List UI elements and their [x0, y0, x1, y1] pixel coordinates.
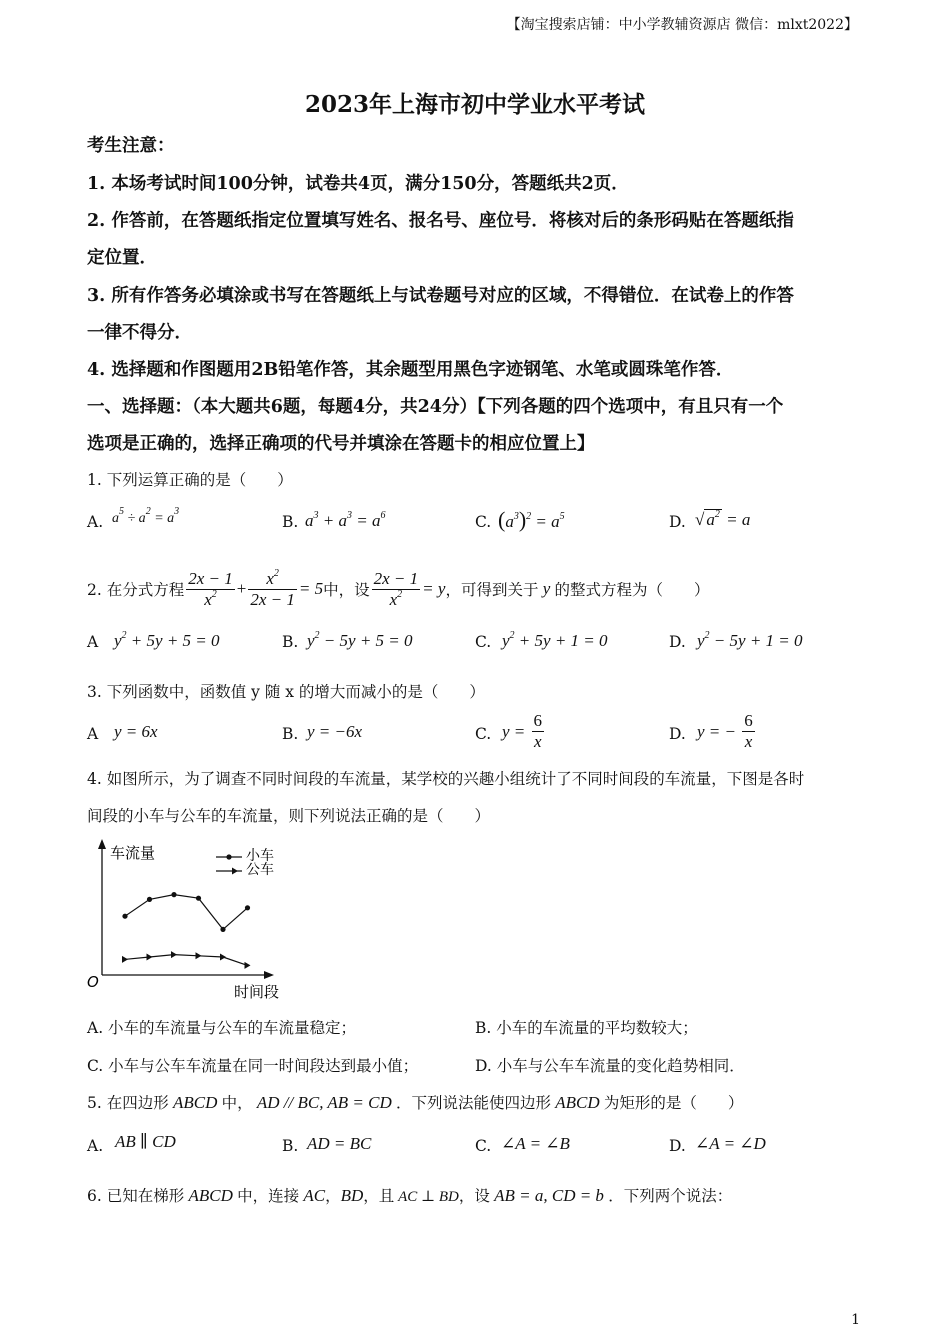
question-3-stem: 3. 下列函数中，函数值 y 随 x 的增大而减小的是（ ） [87, 683, 485, 701]
series-1-point-3 [196, 952, 202, 959]
series-1-point-0 [122, 956, 128, 963]
notice-item-3: 3. 所有作答务必填涂或书写在答题纸上与试卷题号对应的区域，不得错位．在试卷上的作答 [87, 286, 794, 306]
q2-stem-post: ，可得到关于 [445, 581, 539, 599]
q3-option-b-formula: y = −6x [307, 722, 363, 741]
q5-stem-post: ．下列说法能使四边形 [396, 1094, 552, 1112]
q6-stem-pre: 6. 已知在梯形 [87, 1187, 185, 1205]
q5-option-d-formula: ∠A = ∠D [695, 1134, 766, 1153]
q5-option-d-label: D. [669, 1137, 686, 1155]
q3-option-b-label: B. [282, 725, 299, 743]
series-0-point-3 [196, 896, 201, 901]
q3-option-d-formula: y = − $\frac{6}{x}$ [697, 711, 753, 751]
notice-item-3-cont: 一律不得分． [87, 323, 192, 343]
q1-option-a-label: A. [87, 513, 104, 531]
series-1-point-2 [171, 951, 177, 958]
q5-stem-pre: 5. 在四边形 [87, 1094, 169, 1112]
q4-option-b: B. 小车的车流量的平均数较大； [475, 1019, 698, 1037]
legend-bus-label: 公车 [246, 862, 274, 878]
q2-fraction-2: $\frac{x^2}{2x - 1}$ [250, 567, 295, 609]
q2-option-a-formula: $y^2 + 5y + 5 = 0$ [114, 630, 220, 650]
legend-bus-marker [232, 868, 238, 875]
series-line-1 [125, 955, 248, 966]
q6-stem-end: ．下列两个说法： [608, 1187, 733, 1205]
page-title: 2023年上海市初中学业水平考试 [304, 91, 645, 118]
q2-fraction-1: $\frac{2x - 1}{x^2}$ [188, 568, 233, 609]
question-4-stem: 4. 如图所示，为了调查不同时间段的车流量，某学校的兴趣小组统计了不同时间段的车流量，下图是各时 [87, 770, 805, 788]
chart-ylabel: 车流量 [110, 844, 156, 862]
q2-option-b-label: B. [282, 633, 299, 651]
q1-option-d-label: D. [669, 513, 686, 531]
q2-stem-end: 的整式方程为（ ） [554, 581, 710, 599]
traffic-chart [80, 835, 300, 1005]
question-4-stem-cont: 间段的小车与公车的车流量，则下列说法正确的是（ ） [87, 807, 491, 825]
q1-option-d-formula: √ $a^2 = a$ [695, 509, 751, 529]
question-1-stem: 1. 下列运算正确的是（ ） [87, 471, 293, 489]
q2-option-d-formula: $y^2 - 5y + 1 = 0$ [697, 630, 803, 650]
q3-option-c-label: C. [475, 725, 492, 743]
series-0-point-4 [220, 927, 225, 932]
notice-item-2-cont: 定位置． [87, 248, 157, 268]
q4-option-d: D. 小车与公车车流量的变化趋势相同． [475, 1057, 745, 1075]
q3-option-c-formula: y = $\frac{6}{x}$ [502, 711, 543, 751]
q6-stem-and: ，且 [363, 1187, 395, 1205]
notice-heading: 考生注意： [87, 136, 175, 156]
legend-car-label: 小车 [246, 848, 274, 864]
q5-option-b-label: B. [282, 1137, 299, 1155]
q5-option-a-label: A. [87, 1137, 104, 1155]
page-number: 1 [851, 1312, 860, 1328]
q1-option-c-label: C. [475, 513, 492, 531]
q2-stem-pre: 2. 在分式方程 [87, 581, 185, 599]
q2-fraction-3: $\frac{2x - 1}{x^2}$ [373, 568, 419, 609]
q2-option-c-formula: $y^2 + 5y + 1 = 0$ [502, 630, 608, 650]
chart-origin: O [87, 973, 99, 991]
chart-xlabel: 时间段 [234, 983, 280, 1001]
series-0-point-2 [171, 892, 176, 897]
q5-stem-mid: 中， [221, 1094, 253, 1112]
q4-option-a: A. 小车的车流量与公车的车流量稳定； [87, 1019, 357, 1037]
q5-option-a-formula: AB ∥ CD [115, 1132, 176, 1151]
notice-item-1: 1. 本场考试时间100分钟，试卷共4页，满分150分，答题纸共2页． [87, 174, 629, 194]
q2-option-d-label: D. [669, 633, 686, 651]
question-5-stem: 5. 在四边形 ABCD 中， AD // BC, AB = CD ．下列说法能使四边形 ABCD 为矩形的是（ ） [87, 1093, 744, 1112]
notice-item-4: 4. 选择题和作图题用2B铅笔作答，其余题型用黑色字迹钢笔、水笔或圆珠笔作答． [87, 360, 734, 380]
series-1-point-5 [245, 962, 251, 969]
q2-option-b-formula: $y^2 - 5y + 5 = 0$ [307, 630, 413, 650]
q1-option-b-formula: $a^3 + a^3 = a^6$ [305, 510, 386, 530]
q2-option-a-label: A [87, 633, 99, 651]
series-0-point-1 [147, 897, 152, 902]
chart-plot-area [122, 892, 251, 969]
q5-option-c-label: C. [475, 1137, 492, 1155]
section-1-heading: 一、选择题：（本大题共6题，每题4分，共24分）【下列各题的四个选项中，有且只有一个 [87, 397, 784, 417]
legend-car-marker [226, 854, 231, 859]
q5-option-c-formula: ∠A = ∠B [501, 1134, 570, 1153]
q1-option-c-formula: $(a^3)^2 = a^5$ [498, 507, 565, 532]
q2-option-c-label: C. [475, 633, 492, 651]
q6-stem-set: ，设 [458, 1187, 490, 1205]
header-note: 【淘宝搜索店铺：中小学教辅资源店 微信：mlxt2022】 [506, 17, 858, 33]
series-0-point-0 [122, 914, 127, 919]
q5-stem-end: 为矩形的是（ ） [603, 1094, 744, 1112]
series-line-0 [125, 895, 248, 930]
q3-option-a-label: A [87, 725, 99, 743]
series-0-point-5 [245, 905, 250, 910]
q6-stem-mid: 中，连接 [237, 1187, 300, 1205]
q3-option-d-label: D. [669, 725, 686, 743]
question-2-stem: 2. 在分式方程 $\frac{2x - 1}{x^2}$ + $\frac{x^2}{2x - 1}$ = 5 中，设 $\frac{2x - 1}{x^2}$ = y ，可得到关于 y 的整式方程为（ ） [87, 567, 710, 609]
q1-option-b-label: B. [282, 513, 299, 531]
q1-option-a-formula: $a^5 \div a^2 = a^3$ [112, 506, 180, 526]
q3-option-a-formula: y = 6x [114, 722, 158, 741]
q4-option-c: C. 小车与公车车流量在同一时间段达到最小值； [87, 1057, 419, 1075]
notice-item-2: 2. 作答前，在答题纸指定位置填写姓名、报名号、座位号．将核对后的条形码贴在答题纸指 [87, 211, 794, 231]
q2-stem-mid: 中，设 [323, 581, 370, 599]
section-1-heading-cont: 选项是正确的，选择正确项的代号并填涂在答题卡的相应位置上】 [87, 434, 595, 454]
q5-option-b-formula: AD = BC [307, 1134, 372, 1153]
series-1-point-4 [220, 954, 226, 961]
series-1-point-1 [147, 954, 153, 961]
question-6-stem: 6. 已知在梯形 ABCD 中，连接 AC，BD，且 AC ⊥ BD，设 AB = a, CD = b ．下列两个说法： [87, 1186, 733, 1205]
